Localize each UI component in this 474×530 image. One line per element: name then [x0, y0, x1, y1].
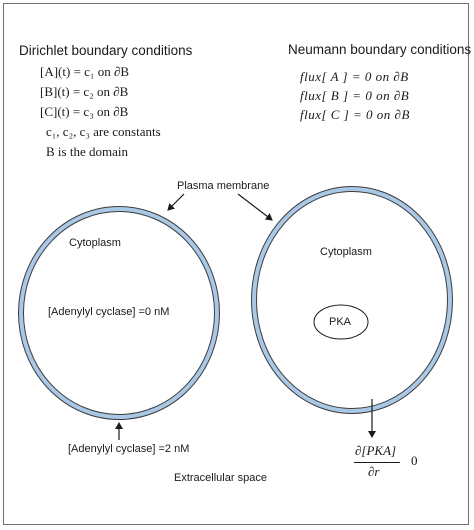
neumann-eq-a: flux[ A ] = 0 on ∂B — [300, 69, 409, 84]
dirichlet-constants-note: c₁, c₂, c₃ are constants — [46, 124, 161, 139]
neumann-title: Neumann boundary conditions — [288, 42, 472, 57]
right-cell-membrane — [254, 189, 450, 411]
neumann-eq-c: flux[ C ] = 0 on ∂B — [300, 107, 410, 122]
flux-value: 0 — [411, 453, 418, 468]
flux-numerator: ∂[PKA] — [355, 443, 397, 458]
pka-label: PKA — [329, 316, 352, 328]
dirichlet-domain-note: B is the domain — [46, 144, 128, 159]
cytoplasm-left-label: Cytoplasm — [69, 237, 121, 249]
dirichlet-eq-c: [C](t) = c₃ on ∂B — [40, 104, 129, 119]
arrow-to-right-membrane — [238, 194, 272, 220]
adenylyl-outside-label: [Adenylyl cyclase] =2 nM — [68, 443, 190, 455]
adenylyl-inside-label: [Adenylyl cyclase] =0 nM — [48, 306, 170, 318]
neumann-eq-b: flux[ B ] = 0 on ∂B — [300, 88, 410, 103]
cytoplasm-right-label: Cytoplasm — [320, 246, 372, 258]
flux-fraction-bar — [354, 462, 400, 463]
arrow-to-left-membrane — [168, 194, 184, 210]
flux-denominator: ∂r — [368, 464, 380, 479]
extracellular-space-label: Extracellular space — [174, 472, 267, 484]
dirichlet-eq-b: [B](t) = c₂ on ∂B — [40, 84, 129, 99]
dirichlet-title: Dirichlet boundary conditions — [19, 43, 193, 58]
dirichlet-eq-a: [A](t) = c₁ on ∂B — [40, 64, 130, 79]
plasma-membrane-label: Plasma membrane — [177, 180, 270, 192]
